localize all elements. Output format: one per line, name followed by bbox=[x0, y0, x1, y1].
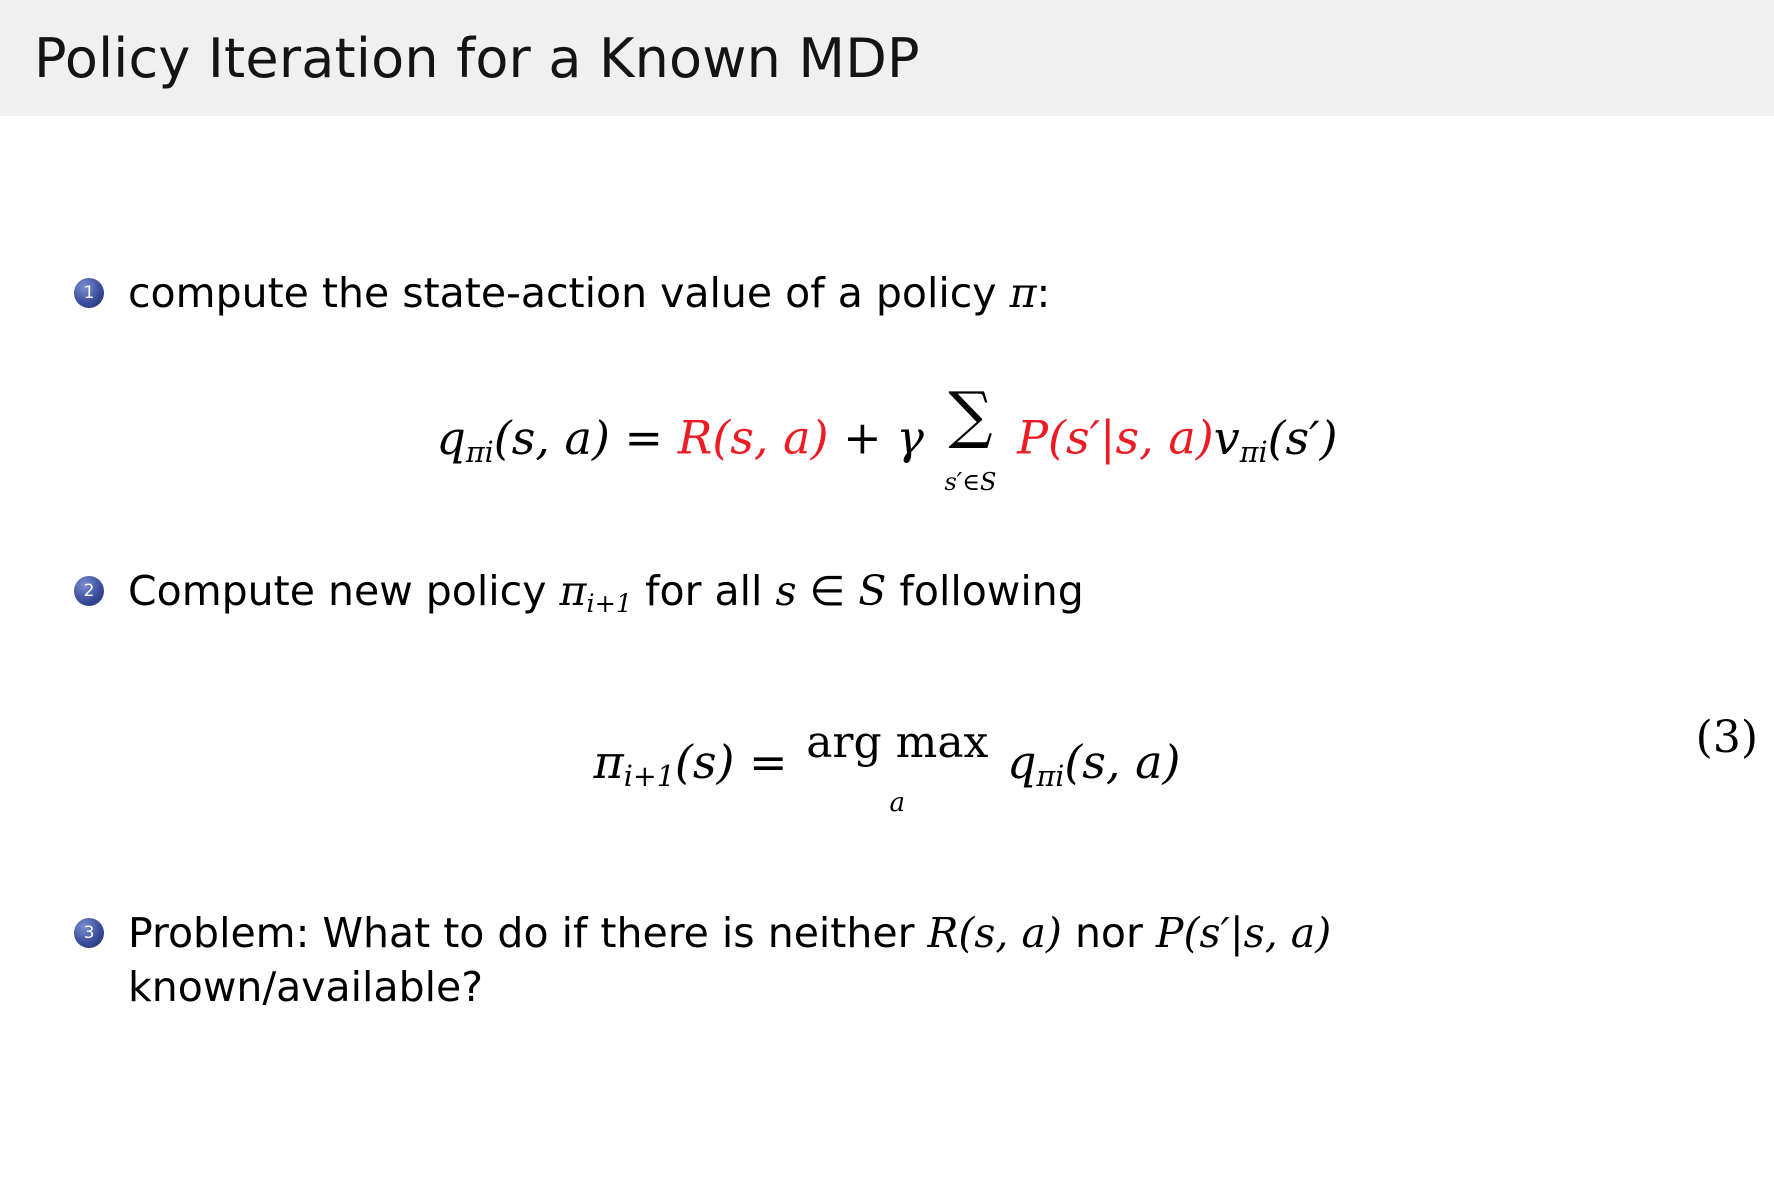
item-2-text-before: Compute new policy bbox=[128, 567, 560, 615]
item-1-text bbox=[128, 266, 1050, 320]
eq1-lhs: $q_{\pi i}(s$, a) bbox=[436, 410, 610, 469]
bullet-number-2: 2 bbox=[74, 576, 104, 606]
equation-q-pi bbox=[0, 378, 1774, 497]
item-2-member: ∈ bbox=[809, 567, 846, 615]
item-1-text-after: : bbox=[1036, 269, 1051, 317]
title-bar bbox=[0, 0, 1774, 116]
list-item bbox=[74, 266, 1050, 320]
eq2-argmax-label: arg max bbox=[806, 717, 989, 768]
item-1-symbol: π bbox=[1009, 269, 1037, 317]
item-2-text-after: following bbox=[886, 567, 1084, 615]
eq1-summation bbox=[944, 378, 997, 501]
sigma-icon: ∑ bbox=[948, 378, 993, 451]
eq1-gamma: γ bbox=[896, 410, 924, 465]
eq2-lhs: $\pi_{i+1}(s)$ bbox=[593, 735, 735, 793]
item-2-text bbox=[128, 564, 1084, 621]
item-3-line2: known/available? bbox=[128, 963, 483, 1012]
item-3-text bbox=[128, 906, 1331, 1014]
eq1-transition-term: P(s′|s, a) bbox=[1017, 410, 1214, 465]
item-1-text-before: compute the state-action value of a policy bbox=[128, 269, 1010, 317]
eq1-reward-term: R(s, a) bbox=[677, 410, 829, 465]
equation-policy-improvement bbox=[0, 712, 1774, 820]
bullet-number-3: 3 bbox=[74, 918, 104, 948]
list-item bbox=[74, 906, 1674, 1014]
item-2-var: s bbox=[775, 567, 797, 615]
eq1-equals: = bbox=[624, 410, 664, 465]
eq1-plus: + bbox=[843, 410, 882, 465]
item-2-symbol: $\pi_{i+1}$ bbox=[559, 567, 633, 619]
eq2-q-term: $q_{\pi i}(s$, a) bbox=[1007, 735, 1181, 793]
eq2-argmax-var: a bbox=[889, 788, 906, 818]
item-3-transition-fn: P(s′|s, a) bbox=[1155, 909, 1332, 957]
slide-body bbox=[0, 116, 1774, 1186]
item-3-reward-fn: R(s, a) bbox=[927, 909, 1062, 957]
equation-number: (3) bbox=[1695, 712, 1758, 763]
bullet-number-1: 1 bbox=[74, 278, 104, 308]
eq1-value-term: $v_{\pi i}(s')$ bbox=[1213, 410, 1338, 469]
eq2-equals: = bbox=[749, 735, 788, 789]
item-3-line1-b: nor bbox=[1061, 909, 1156, 957]
item-2-set: S bbox=[858, 567, 887, 615]
page-title: Policy Iteration for a Known MDP bbox=[34, 26, 920, 90]
list-item bbox=[74, 564, 1084, 621]
eq1-sum-index: s′∈S bbox=[944, 468, 997, 496]
eq2-argmax bbox=[806, 714, 988, 822]
item-3-line1-a: Problem: What to do if there is neither bbox=[128, 909, 928, 957]
item-2-text-middle: for all bbox=[632, 567, 776, 615]
